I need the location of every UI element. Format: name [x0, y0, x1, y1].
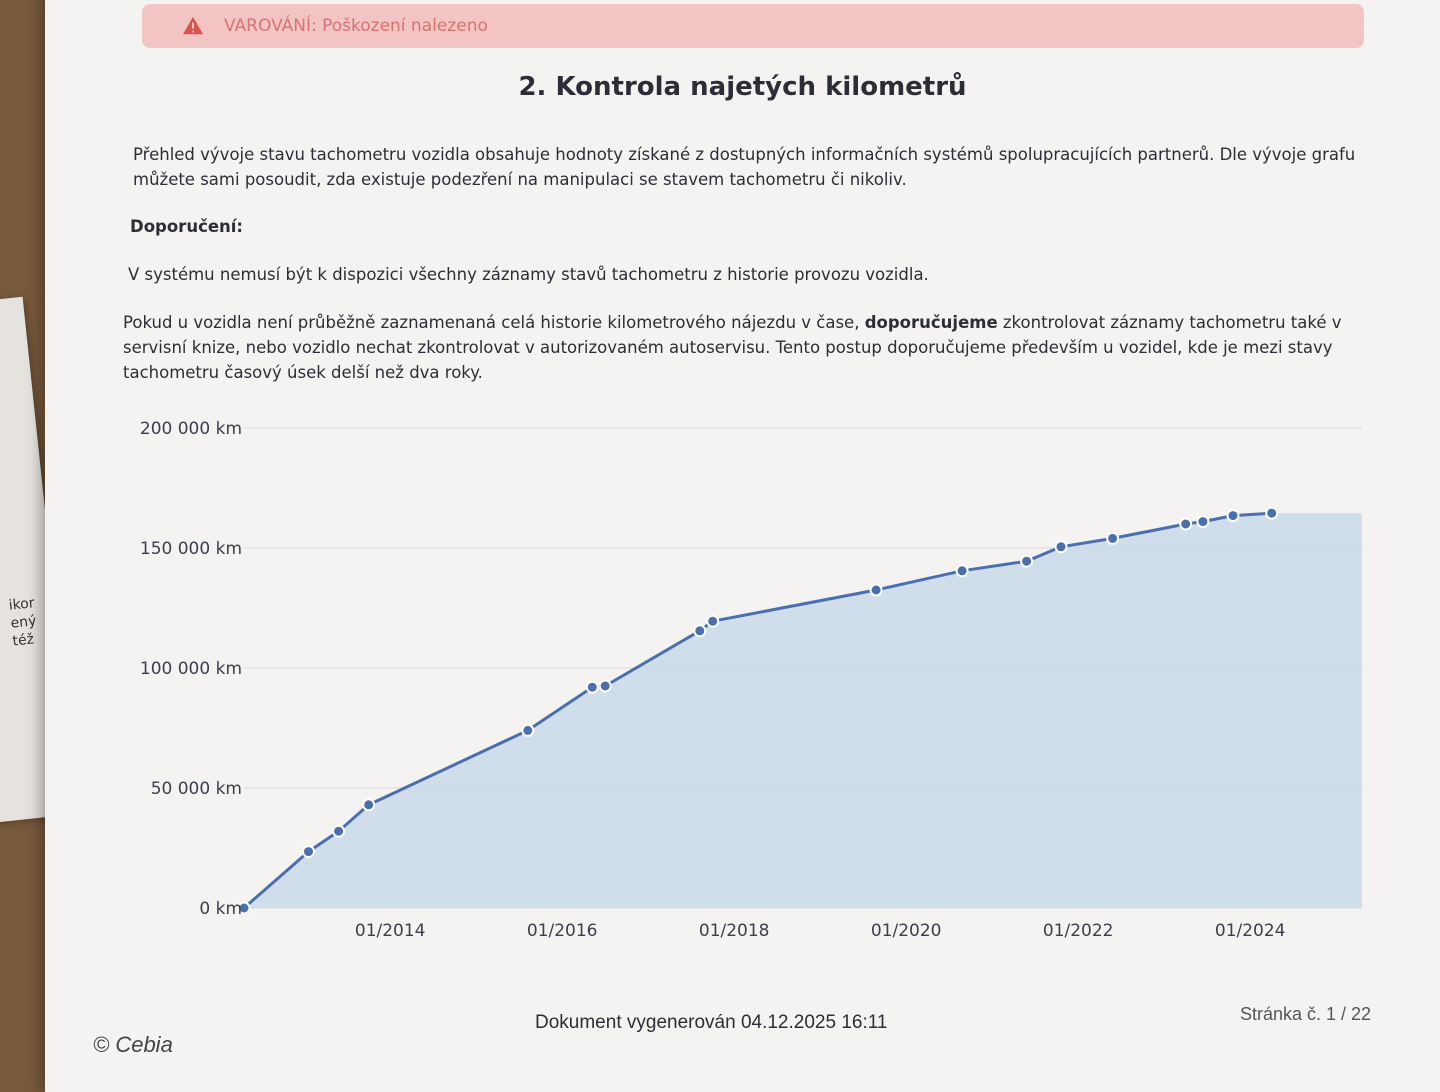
y-tick-label: 150 000 km: [139, 539, 242, 559]
data-point: [587, 682, 598, 693]
recommendation-heading: Doporučení:: [130, 217, 244, 236]
y-axis-ticks: [140, 419, 242, 919]
data-point: [707, 616, 718, 627]
data-point: [363, 799, 374, 810]
y-tick-label: 100 000 km: [139, 659, 242, 679]
data-point: [1266, 508, 1277, 519]
report-page: [45, 0, 1440, 1092]
data-point: [1056, 541, 1067, 552]
advice-text-end: zkontrolovat záznamy tachometru také v servisní knize, nebo vozidlo nechat zkontrolovat v autorizovaném autoservisu. Tento postup doporučujeme především u vozidel, kde je mezi stavy tachometru časový úsek delší než dva roky.: [123, 313, 1342, 382]
data-point: [1197, 516, 1208, 527]
generated-timestamp: Dokument vygenerován 04.12.2025 16:11: [535, 1012, 888, 1033]
background-paper-text: též: [11, 631, 35, 650]
data-point: [1107, 533, 1118, 544]
page-number: Stránka č. 1 / 22: [1240, 1004, 1372, 1024]
data-point: [333, 826, 344, 837]
overview-paragraph: Přehled vývoje stavu tachometru vozidla obsahuje hodnoty získané z dostupných informačních systémů spolupracujících partnerů. Dle vývoje grafu můžete sami posoudit, zda existuje podezření na manipulaci se stavem tachometru či nikoliv.: [133, 145, 1356, 189]
data-point: [957, 565, 968, 576]
note-paragraph: V systému nemusí být k dispozici všechny záznamy stavů tachometru z historie provozu vozidla.: [128, 265, 929, 284]
x-axis-ticks: [355, 921, 1286, 941]
x-tick-label: 01/2014: [354, 921, 426, 941]
data-point: [600, 681, 611, 692]
x-tick-label: 01/2018: [698, 921, 770, 941]
warning-label: VAROVÁNÍ:: [224, 16, 317, 36]
copyright: © Cebia: [93, 1032, 173, 1057]
x-tick-label: 01/2016: [526, 921, 598, 941]
data-point: [1228, 510, 1239, 521]
background-paper-text: ikor: [7, 595, 36, 614]
x-tick-label: 01/2020: [870, 921, 942, 941]
warning-text: Poškození nalezeno: [316, 16, 488, 36]
background-paper-text: ený: [9, 613, 38, 632]
x-tick-label: 01/2022: [1042, 921, 1114, 941]
data-point: [303, 846, 314, 857]
data-point: [694, 625, 705, 636]
data-point: [522, 725, 533, 736]
x-tick-label: 01/2024: [1214, 921, 1286, 941]
section-heading: 2. Kontrola najetých kilometrů: [518, 72, 967, 102]
y-tick-label: 200 000 km: [139, 419, 242, 439]
advice-bold: doporučujeme: [864, 313, 998, 332]
data-point: [1180, 519, 1191, 530]
y-tick-label: 0 km: [199, 899, 242, 919]
advice-text-start: Pokud u vozidla není průběžně zaznamenaná celá historie kilometrového nájezdu v čase,: [123, 313, 865, 332]
mileage-chart: [45, 0, 1440, 1092]
mileage-area: [244, 513, 1362, 908]
data-point: [1021, 556, 1032, 567]
y-tick-label: 50 000 km: [150, 779, 242, 799]
data-point: [871, 585, 882, 596]
